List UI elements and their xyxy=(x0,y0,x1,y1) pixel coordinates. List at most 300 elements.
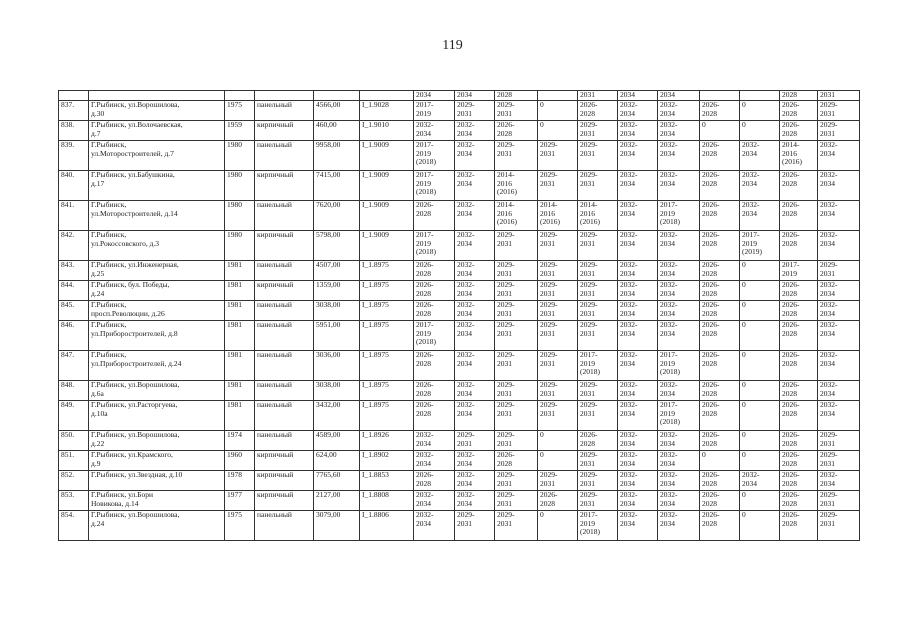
cell-period-11: 2032- 2034 xyxy=(818,471,860,491)
cell-period-10: 2026- 2028 xyxy=(780,201,818,231)
cell-wall-material: кирпичный xyxy=(255,451,314,471)
cell-area: 9958,00 xyxy=(314,141,360,171)
cell-address: Г.Рыбинск, ул.Приборостроителей, д.8 xyxy=(89,321,225,351)
table-row xyxy=(59,141,860,171)
cell-area: 3036,00 xyxy=(314,351,360,381)
cell-row-number xyxy=(59,91,89,101)
cell-period-3: 2029- 2031 xyxy=(495,401,538,431)
cell-build-year: 1981 xyxy=(225,351,255,381)
cell-period-4: 2029- 2031 xyxy=(538,281,578,301)
cell-period-5: 2029- 2031 xyxy=(578,491,618,511)
cell-code: I_1.8975 xyxy=(360,281,414,301)
cell-build-year: 1981 xyxy=(225,281,255,301)
cell-address: Г.Рыбинск, ул.Ворошилова, д.22 xyxy=(89,431,225,451)
cell-period-2: 2029- 2031 xyxy=(455,511,495,541)
cell-row-number: 849. xyxy=(59,401,89,431)
cell-period-3: 2029- 2031 xyxy=(495,491,538,511)
cell-area: 1359,00 xyxy=(314,281,360,301)
page-number: 119 xyxy=(442,38,463,53)
cell-wall-material: панельный xyxy=(255,261,314,281)
table-row xyxy=(59,301,860,321)
cell-period-8 xyxy=(700,91,740,101)
cell-period-6: 2032- 2034 xyxy=(618,261,658,281)
cell-period-4: 2029- 2031 xyxy=(538,321,578,351)
cell-period-3: 2029- 2031 xyxy=(495,351,538,381)
cell-wall-material: панельный xyxy=(255,401,314,431)
table-row xyxy=(59,401,860,431)
cell-period-6: 2032- 2034 xyxy=(618,231,658,261)
cell-code: I_1.9009 xyxy=(360,201,414,231)
cell-period-7: 2032- 2034 xyxy=(658,431,700,451)
cell-period-1: 2017- 2019 (2018) xyxy=(414,321,455,351)
cell-code: I_1.8808 xyxy=(360,491,414,511)
cell-area: 2127,00 xyxy=(314,491,360,511)
cell-period-8: 2026- 2028 xyxy=(700,381,740,401)
cell-period-7: 2032- 2034 xyxy=(658,471,700,491)
cell-period-5: 2029- 2031 xyxy=(578,231,618,261)
cell-period-7: 2032- 2034 xyxy=(658,141,700,171)
cell-row-number: 844. xyxy=(59,281,89,301)
cell-period-9: 2017- 2019 (2019) xyxy=(740,231,780,261)
cell-address: Г.Рыбинск, просп.Революции, д.26 xyxy=(89,301,225,321)
cell-period-3: 2028 xyxy=(495,91,538,101)
cell-period-1: 2032- 2034 xyxy=(414,491,455,511)
cell-wall-material: панельный xyxy=(255,301,314,321)
cell-period-3: 2029- 2031 xyxy=(495,261,538,281)
cell-address: Г.Рыбинск, ул.Крамского, д.9 xyxy=(89,451,225,471)
cell-period-1: 2032- 2034 xyxy=(414,121,455,141)
cell-period-4: 0 xyxy=(538,121,578,141)
cell-period-4 xyxy=(538,91,578,101)
cell-area: 460,00 xyxy=(314,121,360,141)
cell-wall-material: панельный xyxy=(255,201,314,231)
cell-period-9: 2032- 2034 xyxy=(740,141,780,171)
cell-wall-material: панельный xyxy=(255,381,314,401)
cell-build-year xyxy=(225,91,255,101)
cell-build-year: 1960 xyxy=(225,451,255,471)
cell-period-10: 2026- 2028 xyxy=(780,351,818,381)
cell-address: Г.Рыбинск, ул.Звездная, д.10 xyxy=(89,471,225,491)
cell-address: Г.Рыбинск, ул.Ворошилова, д.30 xyxy=(89,101,225,121)
cell-period-10: 2026- 2028 xyxy=(780,171,818,201)
cell-build-year: 1980 xyxy=(225,201,255,231)
cell-period-8: 2026- 2028 xyxy=(700,281,740,301)
table-row xyxy=(59,381,860,401)
cell-period-10: 2026- 2028 xyxy=(780,511,818,541)
cell-address: Г.Рыбинск, ул.Ворошилова, д.6а xyxy=(89,381,225,401)
cell-row-number: 848. xyxy=(59,381,89,401)
cell-period-8: 2026- 2028 xyxy=(700,261,740,281)
cell-period-10: 2026- 2028 xyxy=(780,431,818,451)
cell-period-2: 2032- 2034 xyxy=(455,301,495,321)
cell-code: I_1.8975 xyxy=(360,351,414,381)
cell-row-number: 847. xyxy=(59,351,89,381)
table-row xyxy=(59,121,860,141)
cell-build-year: 1974 xyxy=(225,431,255,451)
cell-period-6: 2032- 2034 xyxy=(618,351,658,381)
cell-wall-material: кирпичный xyxy=(255,171,314,201)
cell-period-10: 2028 xyxy=(780,91,818,101)
cell-area: 3079,00 xyxy=(314,511,360,541)
cell-period-5: 2029- 2031 xyxy=(578,401,618,431)
cell-period-8: 2026- 2028 xyxy=(700,351,740,381)
cell-wall-material: панельный xyxy=(255,431,314,451)
cell-period-6: 2032- 2034 xyxy=(618,471,658,491)
cell-code: I_1.8975 xyxy=(360,381,414,401)
cell-period-1: 2026- 2028 xyxy=(414,471,455,491)
cell-area: 7765,60 xyxy=(314,471,360,491)
cell-period-11: 2029- 2031 xyxy=(818,491,860,511)
cell-period-8: 2026- 2028 xyxy=(700,231,740,261)
cell-period-2: 2032- 2034 xyxy=(455,351,495,381)
cell-period-8: 2026- 2028 xyxy=(700,401,740,431)
cell-period-5: 2031 xyxy=(578,91,618,101)
cell-area: 3038,00 xyxy=(314,301,360,321)
cell-area: 5798,00 xyxy=(314,231,360,261)
cell-period-1: 2032- 2034 xyxy=(414,451,455,471)
cell-period-4: 0 xyxy=(538,511,578,541)
table-row xyxy=(59,261,860,281)
cell-code: I_1.9009 xyxy=(360,231,414,261)
cell-period-5: 2029- 2031 xyxy=(578,471,618,491)
cell-period-2: 2032- 2034 xyxy=(455,381,495,401)
cell-address: Г.Рыбинск, ул.Расторгуева, д.10а xyxy=(89,401,225,431)
cell-period-3: 2014- 2016 (2016) xyxy=(495,171,538,201)
cell-build-year: 1980 xyxy=(225,171,255,201)
cell-period-11: 2029- 2031 xyxy=(818,451,860,471)
cell-build-year: 1978 xyxy=(225,471,255,491)
cell-build-year: 1981 xyxy=(225,261,255,281)
cell-period-9: 0 xyxy=(740,321,780,351)
cell-period-10: 2026- 2028 xyxy=(780,491,818,511)
cell-row-number: 843. xyxy=(59,261,89,281)
cell-period-10: 2026- 2028 xyxy=(780,121,818,141)
cell-period-10: 2026- 2028 xyxy=(780,281,818,301)
table-row xyxy=(59,471,860,491)
cell-period-5: 2029- 2031 xyxy=(578,281,618,301)
cell-period-11: 2029- 2031 xyxy=(818,121,860,141)
cell-period-4: 2014- 2016 (2016) xyxy=(538,201,578,231)
cell-period-5: 2026- 2028 xyxy=(578,101,618,121)
cell-period-11: 2032- 2034 xyxy=(818,171,860,201)
cell-build-year: 1975 xyxy=(225,101,255,121)
cell-period-7: 2032- 2034 xyxy=(658,121,700,141)
cell-period-8: 2026- 2028 xyxy=(700,491,740,511)
cell-area: 7415,00 xyxy=(314,171,360,201)
cell-period-9: 0 xyxy=(740,121,780,141)
table-row xyxy=(59,321,860,351)
cell-period-6: 2032- 2034 xyxy=(618,511,658,541)
cell-period-4: 2029- 2031 xyxy=(538,381,578,401)
cell-period-3: 2029- 2031 xyxy=(495,321,538,351)
cell-period-6: 2032- 2034 xyxy=(618,491,658,511)
cell-period-11: 2032- 2034 xyxy=(818,381,860,401)
cell-row-number: 838. xyxy=(59,121,89,141)
cell-period-7: 2034 xyxy=(658,91,700,101)
cell-period-6: 2032- 2034 xyxy=(618,401,658,431)
cell-period-3: 2026- 2028 xyxy=(495,451,538,471)
cell-period-5: 2029- 2031 xyxy=(578,301,618,321)
cell-address: Г.Рыбинск, ул.Бабушкина, д.17 xyxy=(89,171,225,201)
cell-period-7: 2032- 2034 xyxy=(658,321,700,351)
table-row xyxy=(59,281,860,301)
cell-period-1: 2017- 2019 (2018) xyxy=(414,171,455,201)
cell-period-10: 2026- 2028 xyxy=(780,451,818,471)
cell-period-7: 2032- 2034 xyxy=(658,281,700,301)
cell-period-5: 2029- 2031 xyxy=(578,321,618,351)
cell-period-4: 0 xyxy=(538,101,578,121)
cell-period-4: 2029- 2031 xyxy=(538,301,578,321)
cell-address: Г.Рыбинск, ул.Ворошилова, д.24 xyxy=(89,511,225,541)
cell-build-year: 1981 xyxy=(225,381,255,401)
cell-period-5: 2029- 2031 xyxy=(578,141,618,171)
cell-period-9: 0 xyxy=(740,511,780,541)
cell-period-11: 2032- 2034 xyxy=(818,301,860,321)
cell-period-11: 2032- 2034 xyxy=(818,321,860,351)
cell-row-number: 839. xyxy=(59,141,89,171)
cell-address: Г.Рыбинск, ул.Бори Новикова, д.14 xyxy=(89,491,225,511)
cell-period-9 xyxy=(740,91,780,101)
cell-period-6: 2032- 2034 xyxy=(618,431,658,451)
cell-period-1: 2026- 2028 xyxy=(414,401,455,431)
cell-period-6: 2032- 2034 xyxy=(618,281,658,301)
cell-row-number: 840. xyxy=(59,171,89,201)
cell-period-5: 2026- 2028 xyxy=(578,431,618,451)
cell-period-6: 2032- 2034 xyxy=(618,141,658,171)
cell-address: Г.Рыбинск, ул.Рокоссовского, д.3 xyxy=(89,231,225,261)
cell-row-number: 854. xyxy=(59,511,89,541)
cell-address: Г.Рыбинск, ул.Моторостроителей, д.14 xyxy=(89,201,225,231)
cell-period-9: 0 xyxy=(740,261,780,281)
cell-row-number: 846. xyxy=(59,321,89,351)
cell-period-3: 2029- 2031 xyxy=(495,431,538,451)
cell-period-11: 2032- 2034 xyxy=(818,351,860,381)
cell-period-11: 2032- 2034 xyxy=(818,281,860,301)
cell-period-7: 2032- 2034 xyxy=(658,301,700,321)
cell-area: 7620,00 xyxy=(314,201,360,231)
cell-period-11: 2032- 2034 xyxy=(818,231,860,261)
cell-period-3: 2029- 2031 xyxy=(495,301,538,321)
cell-period-1: 2026- 2028 xyxy=(414,301,455,321)
cell-period-10: 2026- 2028 xyxy=(780,381,818,401)
cell-period-10: 2026- 2028 xyxy=(780,401,818,431)
cell-period-8: 2026- 2028 xyxy=(700,431,740,451)
cell-code: I_1.9010 xyxy=(360,121,414,141)
cell-build-year: 1980 xyxy=(225,231,255,261)
table-row xyxy=(59,101,860,121)
table-row xyxy=(59,431,860,451)
cell-period-1: 2026- 2028 xyxy=(414,261,455,281)
cell-period-10: 2026- 2028 xyxy=(780,301,818,321)
cell-row-number: 837. xyxy=(59,101,89,121)
cell-period-11: 2029- 2031 xyxy=(818,431,860,451)
cell-period-8: 0 xyxy=(700,451,740,471)
cell-period-2: 2032- 2034 xyxy=(455,201,495,231)
cell-period-1: 2026- 2028 xyxy=(414,201,455,231)
cell-period-6: 2032- 2034 xyxy=(618,451,658,471)
cell-period-1: 2017- 2019 (2018) xyxy=(414,141,455,171)
table-row xyxy=(59,511,860,541)
cell-period-2: 2032- 2034 xyxy=(455,231,495,261)
cell-period-8: 2026- 2028 xyxy=(700,321,740,351)
cell-period-4: 2029- 2031 xyxy=(538,231,578,261)
cell-period-7: 2032- 2034 xyxy=(658,381,700,401)
cell-wall-material: панельный xyxy=(255,321,314,351)
cell-period-2: 2032- 2034 xyxy=(455,401,495,431)
cell-period-6: 2032- 2034 xyxy=(618,171,658,201)
cell-period-4: 2029- 2031 xyxy=(538,171,578,201)
cell-code: I_1.8975 xyxy=(360,261,414,281)
cell-wall-material xyxy=(255,91,314,101)
cell-wall-material: кирпичный xyxy=(255,231,314,261)
cell-period-4: 2029- 2031 xyxy=(538,261,578,281)
cell-period-2: 2029- 2031 xyxy=(455,101,495,121)
cell-period-7: 2017- 2019 (2018) xyxy=(658,201,700,231)
cell-period-7: 2032- 2034 xyxy=(658,261,700,281)
cell-period-11: 2031 xyxy=(818,91,860,101)
cell-period-9: 2032- 2034 xyxy=(740,171,780,201)
cell-row-number: 853. xyxy=(59,491,89,511)
cell-row-number: 850. xyxy=(59,431,89,451)
cell-period-9: 0 xyxy=(740,101,780,121)
cell-period-2: 2032- 2034 xyxy=(455,261,495,281)
cell-period-7: 2017- 2019 (2018) xyxy=(658,351,700,381)
cell-period-11: 2029- 2031 xyxy=(818,511,860,541)
cell-period-3: 2029- 2031 xyxy=(495,471,538,491)
cell-wall-material: панельный xyxy=(255,101,314,121)
table-row xyxy=(59,171,860,201)
cell-code: I_1.8975 xyxy=(360,301,414,321)
cell-period-1: 2026- 2028 xyxy=(414,351,455,381)
cell-period-6: 2032- 2034 xyxy=(618,101,658,121)
cell-wall-material: кирпичный xyxy=(255,281,314,301)
cell-period-2: 2032- 2034 xyxy=(455,121,495,141)
cell-period-2: 2032- 2034 xyxy=(455,491,495,511)
cell-address: Г.Рыбинск, бул. Победы, д.24 xyxy=(89,281,225,301)
cell-period-8: 2026- 2028 xyxy=(700,201,740,231)
cell-address xyxy=(89,91,225,101)
cell-code: I_1.9009 xyxy=(360,171,414,201)
cell-period-8: 2026- 2028 xyxy=(700,301,740,321)
cell-code: I_1.9028 xyxy=(360,101,414,121)
cell-code: I_1.8806 xyxy=(360,511,414,541)
cell-code: I_1.8902 xyxy=(360,451,414,471)
cell-period-8: 2026- 2028 xyxy=(700,471,740,491)
table-row xyxy=(59,351,860,381)
cell-period-7: 2032- 2034 xyxy=(658,101,700,121)
cell-period-7: 2032- 2034 xyxy=(658,491,700,511)
cell-area: 5951,00 xyxy=(314,321,360,351)
cell-period-9: 0 xyxy=(740,281,780,301)
cell-build-year: 1977 xyxy=(225,491,255,511)
cell-period-10: 2026- 2028 xyxy=(780,321,818,351)
cell-period-2: 2032- 2034 xyxy=(455,171,495,201)
cell-period-5: 2029- 2031 xyxy=(578,171,618,201)
cell-code: I_1.8853 xyxy=(360,471,414,491)
cell-period-3: 2029- 2031 xyxy=(495,231,538,261)
cell-address: Г.Рыбинск, ул.Моторостроителей, д.7 xyxy=(89,141,225,171)
cell-period-4: 2026- 2028 xyxy=(538,491,578,511)
cell-period-9: 0 xyxy=(740,351,780,381)
cell-period-8: 2026- 2028 xyxy=(700,101,740,121)
cell-build-year: 1959 xyxy=(225,121,255,141)
cell-period-6: 2032- 2034 xyxy=(618,381,658,401)
cell-period-9: 0 xyxy=(740,491,780,511)
cell-period-3: 2029- 2031 xyxy=(495,381,538,401)
cell-period-9: 0 xyxy=(740,451,780,471)
cell-period-2: 2032- 2034 xyxy=(455,471,495,491)
cell-period-5: 2017- 2019 (2018) xyxy=(578,351,618,381)
cell-period-2: 2029- 2031 xyxy=(455,431,495,451)
cell-period-7: 2032- 2034 xyxy=(658,171,700,201)
cell-period-4: 0 xyxy=(538,451,578,471)
table-row xyxy=(59,491,860,511)
cell-period-10: 2026- 2028 xyxy=(780,231,818,261)
cell-row-number: 851. xyxy=(59,451,89,471)
cell-period-4: 2029- 2031 xyxy=(538,471,578,491)
cell-period-2: 2032- 2034 xyxy=(455,281,495,301)
cell-build-year: 1975 xyxy=(225,511,255,541)
cell-period-9: 0 xyxy=(740,381,780,401)
cell-row-number: 845. xyxy=(59,301,89,321)
cell-period-5: 2029- 2031 xyxy=(578,381,618,401)
cell-period-6: 2032- 2034 xyxy=(618,201,658,231)
cell-code xyxy=(360,91,414,101)
cell-period-11: 2029- 2031 xyxy=(818,261,860,281)
cell-period-11: 2029- 2031 xyxy=(818,101,860,121)
cell-period-1: 2017- 2019 xyxy=(414,101,455,121)
cell-wall-material: панельный xyxy=(255,141,314,171)
cell-period-6: 2034 xyxy=(618,91,658,101)
cell-period-3: 2029- 2031 xyxy=(495,101,538,121)
cell-period-6: 2032- 2034 xyxy=(618,121,658,141)
cell-period-11: 2032- 2034 xyxy=(818,201,860,231)
cell-build-year: 1981 xyxy=(225,321,255,351)
cell-period-6: 2032- 2034 xyxy=(618,301,658,321)
cell-row-number: 841. xyxy=(59,201,89,231)
cell-area: 3432,00 xyxy=(314,401,360,431)
cell-period-5: 2029- 2031 xyxy=(578,121,618,141)
cell-period-4: 2029- 2031 xyxy=(538,141,578,171)
cell-row-number: 842. xyxy=(59,231,89,261)
cell-area: 3038,00 xyxy=(314,381,360,401)
cell-period-3: 2029- 2031 xyxy=(495,141,538,171)
cell-period-1: 2026- 2028 xyxy=(414,381,455,401)
table-row xyxy=(59,231,860,261)
table-row xyxy=(59,451,860,471)
cell-period-10: 2014- 2016 (2016) xyxy=(780,141,818,171)
cell-period-3: 2014- 2016 (2016) xyxy=(495,201,538,231)
cell-period-4: 0 xyxy=(538,431,578,451)
cell-period-1: 2032- 2034 xyxy=(414,511,455,541)
cell-period-1: 2017- 2019 (2018) xyxy=(414,231,455,261)
cell-period-1: 2034 xyxy=(414,91,455,101)
cell-address: Г.Рыбинск, ул.Волочаевская, д.7 xyxy=(89,121,225,141)
cell-build-year: 1980 xyxy=(225,141,255,171)
cell-area: 624,00 xyxy=(314,451,360,471)
cell-period-9: 0 xyxy=(740,301,780,321)
cell-period-11: 2032- 2034 xyxy=(818,141,860,171)
cell-period-5: 2014- 2016 (2016) xyxy=(578,201,618,231)
cell-period-3: 2029- 2031 xyxy=(495,281,538,301)
cell-wall-material: панельный xyxy=(255,511,314,541)
cell-period-9: 2032- 2034 xyxy=(740,471,780,491)
cell-build-year: 1981 xyxy=(225,401,255,431)
cell-period-4: 2029- 2031 xyxy=(538,351,578,381)
cell-period-10: 2017- 2019 xyxy=(780,261,818,281)
cell-build-year: 1981 xyxy=(225,301,255,321)
cell-period-7: 2017- 2019 (2018) xyxy=(658,401,700,431)
